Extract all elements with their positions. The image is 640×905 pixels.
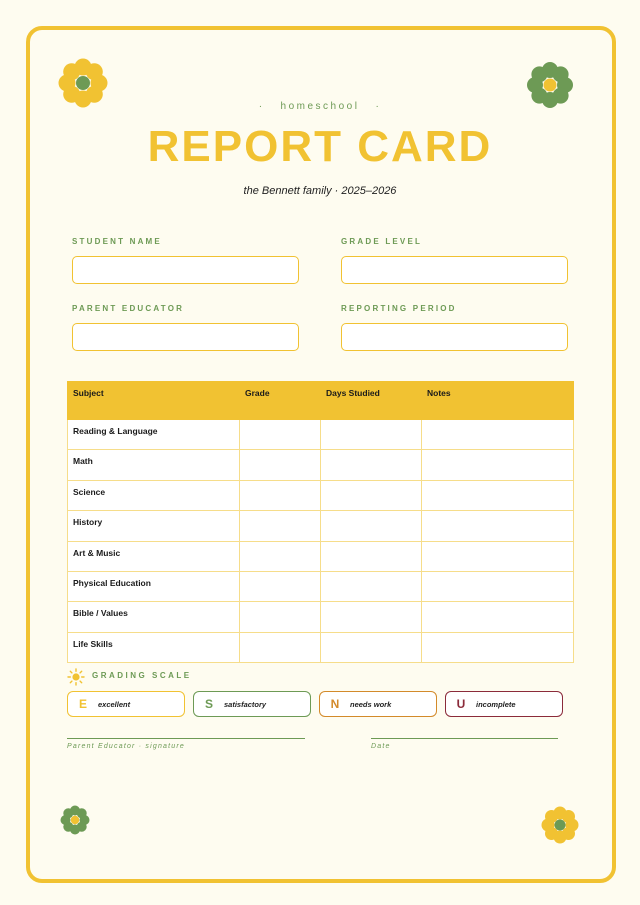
days-studied-cell[interactable] (321, 632, 422, 662)
grade-letter: N (330, 697, 340, 711)
eyebrow (0, 101, 640, 112)
page-title: REPORT CARD (147, 122, 493, 171)
notes-cell[interactable] (422, 450, 574, 480)
column-header-days-studied: Days Studied (321, 382, 422, 420)
grade-description: satisfactory (224, 699, 267, 709)
notes-cell[interactable] (422, 420, 574, 450)
table-row (68, 450, 574, 480)
flower-icon-bottom-right (540, 805, 580, 845)
column-header-subject: Subject (68, 382, 240, 420)
subject-cell: Science (68, 480, 240, 510)
grade-cell[interactable] (240, 480, 321, 510)
grade-letter: E (78, 697, 87, 711)
table-row (68, 480, 574, 510)
table-row (68, 632, 574, 662)
grading-scale-label: GRADING SCALE (92, 671, 192, 680)
subject-cell: Art & Music (68, 541, 240, 571)
grade-description: incomplete (476, 699, 516, 709)
grade-level-label: GRADE LEVEL (341, 237, 423, 246)
grade-level-field[interactable] (341, 256, 568, 284)
date-label: Date (371, 743, 391, 750)
grade-cell[interactable] (240, 511, 321, 541)
subject-cell: Physical Education (68, 571, 240, 601)
table-row (68, 541, 574, 571)
signature-label: Parent Educator · signature (67, 743, 186, 750)
grade-cell[interactable] (240, 571, 321, 601)
days-studied-cell[interactable] (321, 541, 422, 571)
notes-cell[interactable] (422, 571, 574, 601)
student-name-label: STUDENT NAME (72, 237, 162, 246)
reporting-period-label: REPORTING PERIOD (341, 304, 457, 313)
days-studied-cell[interactable] (321, 602, 422, 632)
grade-cell[interactable] (240, 450, 321, 480)
notes-cell[interactable] (422, 480, 574, 510)
eyebrow-dot-left: · (258, 101, 265, 112)
column-header-grade: Grade (240, 382, 321, 420)
grade-letter: U (456, 697, 466, 711)
notes-cell[interactable] (422, 602, 574, 632)
grade-cell[interactable] (240, 541, 321, 571)
grade-cell[interactable] (240, 420, 321, 450)
page-subtitle: the Bennett family · 2025–2026 (243, 185, 397, 197)
eyebrow-dot-right: · (375, 101, 382, 112)
table-row (68, 571, 574, 601)
subject-cell: Life Skills (68, 632, 240, 662)
grade-key-satisfactory (193, 691, 311, 717)
sun-icon (67, 668, 85, 686)
days-studied-cell[interactable] (321, 571, 422, 601)
table-row (68, 602, 574, 632)
days-studied-cell[interactable] (321, 450, 422, 480)
grade-description: excellent (98, 699, 131, 709)
grades-table (67, 381, 574, 663)
days-studied-cell[interactable] (321, 511, 422, 541)
notes-cell[interactable] (422, 632, 574, 662)
parent-educator-field[interactable] (72, 323, 299, 351)
flower-icon-bottom-left (59, 804, 91, 836)
eyebrow-text: homeschool (280, 101, 360, 112)
grade-letter: S (204, 697, 213, 711)
notes-cell[interactable] (422, 541, 574, 571)
grade-cell[interactable] (240, 632, 321, 662)
days-studied-cell[interactable] (321, 480, 422, 510)
student-name-field[interactable] (72, 256, 299, 284)
date-line[interactable] (371, 738, 558, 739)
grade-key-needs-work (319, 691, 437, 717)
parent-educator-label: PARENT EDUCATOR (72, 304, 185, 313)
grade-key-excellent (67, 691, 185, 717)
table-header-row (68, 382, 574, 420)
subject-cell: Reading & Language (68, 420, 240, 450)
days-studied-cell[interactable] (321, 420, 422, 450)
grade-key-incomplete (445, 691, 563, 717)
table-row (68, 511, 574, 541)
reporting-period-field[interactable] (341, 323, 568, 351)
subject-cell: Bible / Values (68, 602, 240, 632)
table-row (68, 420, 574, 450)
signature-line[interactable] (67, 738, 305, 739)
column-header-notes: Notes (422, 382, 574, 420)
grade-cell[interactable] (240, 602, 321, 632)
subject-cell: History (68, 511, 240, 541)
subject-cell: Math (68, 450, 240, 480)
notes-cell[interactable] (422, 511, 574, 541)
grade-description: needs work (350, 699, 392, 709)
